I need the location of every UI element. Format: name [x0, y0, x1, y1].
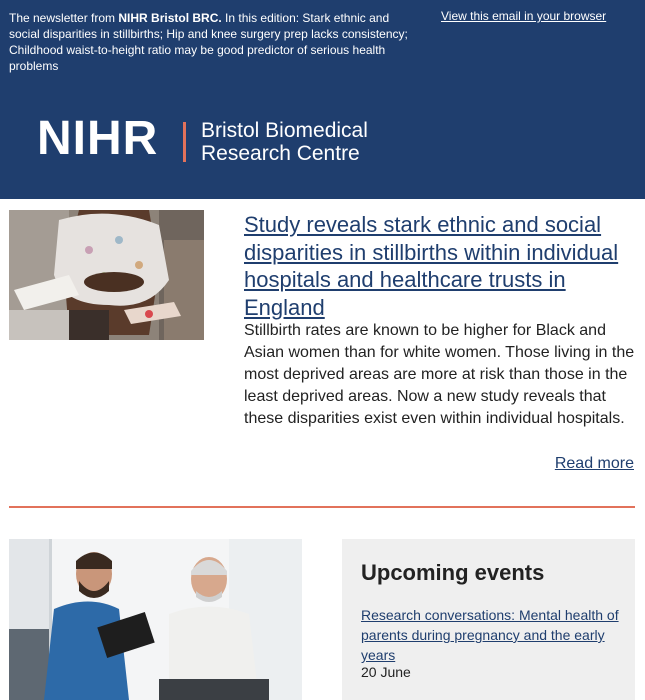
event-date: 20 June	[361, 664, 411, 680]
read-more-link[interactable]: Read more	[554, 455, 634, 472]
upcoming-events-panel	[342, 539, 635, 700]
article-image-clinician-patient[interactable]	[9, 539, 302, 700]
article-title-link[interactable]: Study reveals stark ethnic and social disparities in stillbirths within individual hospitals and healthcare trusts in England	[244, 212, 619, 320]
view-in-browser-link[interactable]: View this email in your browser	[441, 9, 607, 23]
section-divider	[9, 506, 635, 508]
event-link[interactable]: Research conversations: Mental health of parents during pregnancy and the early years	[361, 607, 619, 663]
newsletter-header	[0, 0, 645, 199]
upcoming-events-heading: Upcoming events	[361, 560, 545, 585]
preheader-text	[9, 10, 409, 74]
logo-line-2: Research Centre	[201, 142, 360, 165]
logo-line-1: Bristol Biomedical	[201, 119, 368, 142]
preheader-intro: The newsletter from	[9, 11, 119, 25]
article-summary: Stillbirth rates are known to be higher for Black and Asian women than for white women. Those living in the most deprived areas are more at risk than those in the least deprived areas. Now a new study reveals that these disparities exist even within individual hospitals.	[244, 322, 635, 427]
logo-divider	[183, 122, 186, 162]
preheader-rest: In this edition: Stark ethnic and social disparities in stillbirths; Hip and knee surgery prep lacks consistency; Childhood waist-to-height ratio may be good predictor of serious health problems	[9, 11, 408, 73]
logo-mark: NIHR	[37, 112, 159, 165]
preheader-brand: NIHR Bristol BRC.	[118, 11, 222, 25]
article-image-pregnant-woman[interactable]	[9, 210, 204, 340]
